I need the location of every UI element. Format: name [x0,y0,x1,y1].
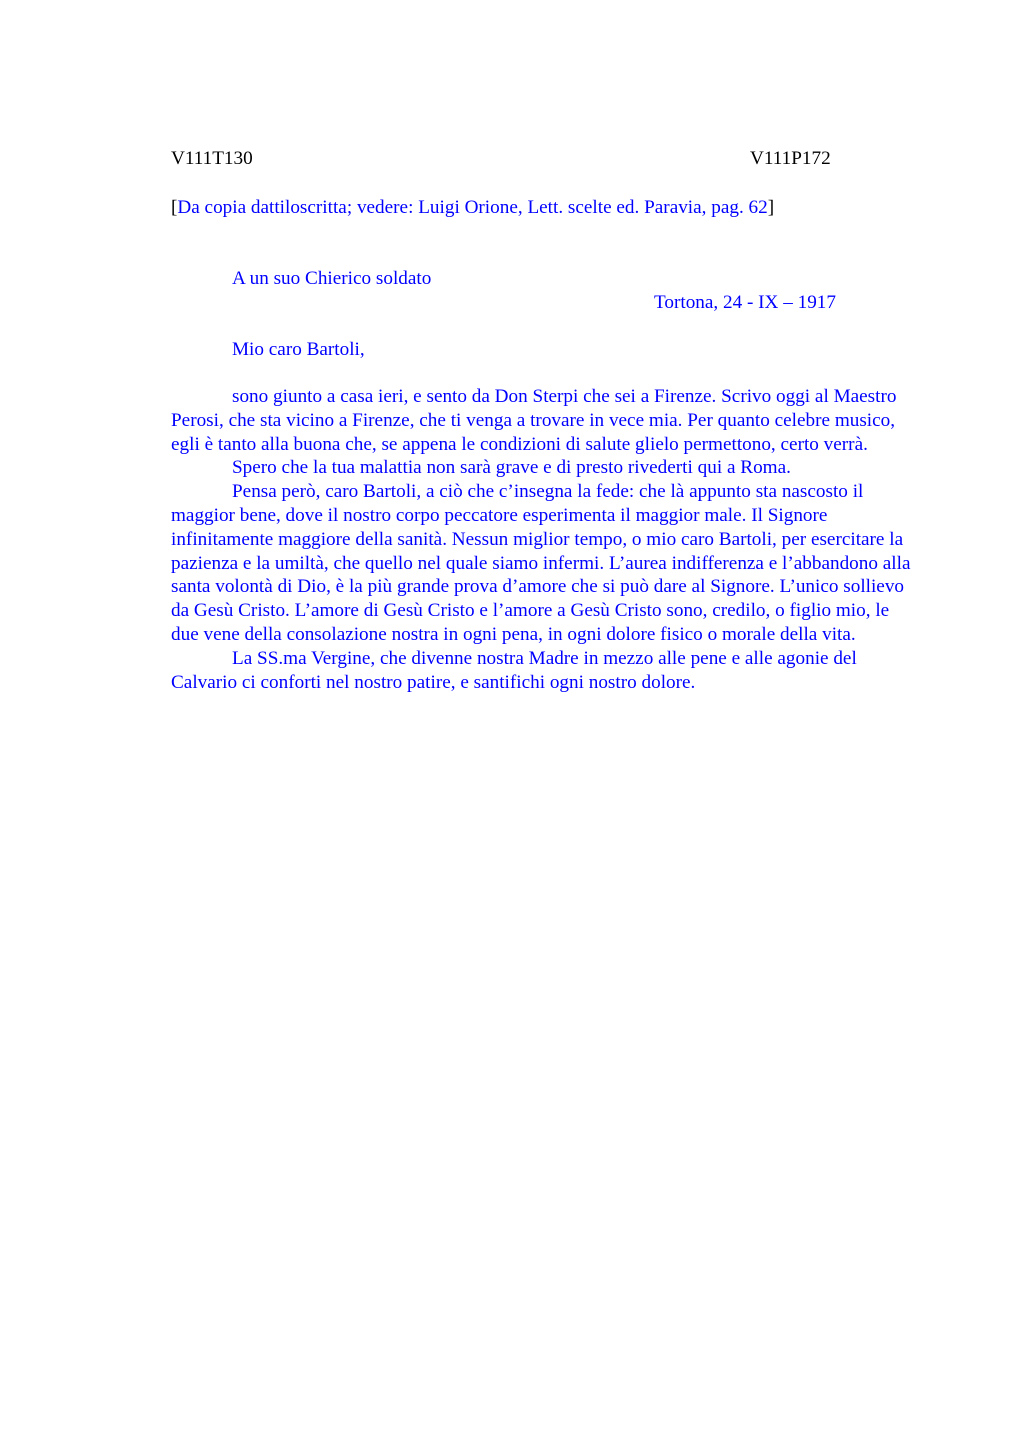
letter-paragraph: La SS.ma Vergine, che divenne nostra Madre in mezzo alle pene e alle agonie del Calvario ci conforti nel nostro patire, e santifichi ogni nostro dolore. [171,647,857,693]
letter-paragraph: Spero che la tua malattia non sarà grave e di presto rivederti qui a Roma. [232,457,791,479]
header-right-code: V111P172 [750,148,831,169]
letter-salutation: Mio caro Bartoli, [232,339,365,360]
letter-paragraph: Pensa però, caro Bartoli, a ciò che c’insegna la fede: che là appunto sta nascosto il maggior bene, dove il nostro corpo peccatore esperimenta il maggior male. Il Signore infinitamente maggiore della sanità. Nessun miglior tempo, o mio caro Bartoli, per esercitare la pazienza e la umiltà, che quello nel quale siamo infermi. L’aurea indifferenza e l’abbandono alla santa volontà di Dio, è la più grande prova d’amore che si può dare al Signore. L’unico sollievo da Gesù Cristo. L’amore di Gesù Cristo e l’amore a Gesù Cristo sono, credilo, o figlio mio, le due vene della consolazione nostra in ogni pena, in ogni dolore fisico o morale della vita. [171,481,911,645]
source-note [171,196,774,219]
source-close-bracket: ] [767,197,775,218]
source-open-bracket: [ [171,197,178,218]
source-note-text: Da copia dattiloscritta; vedere: Luigi Orione, Lett. scelte ed. Paravia, pag. 62 [177,197,768,218]
letter-dedication: A un suo Chierico soldato [232,268,432,289]
letter-paragraph: sono giunto a casa ieri, e sento da Don Sterpi che sei a Firenze. Scrivo oggi al Maestro Perosi, che sta vicino a Firenze, che ti venga a trovare in vece mia. Per quanto celebre musico, egli è tanto alla buona che, se appena le condizioni di salute glielo permettono, certo verrà. [171,386,897,455]
letter-body [171,385,919,694]
letter-place-date: Tortona, 24 - IX – 1917 [654,292,836,313]
header-left-code: V111T130 [171,148,253,169]
